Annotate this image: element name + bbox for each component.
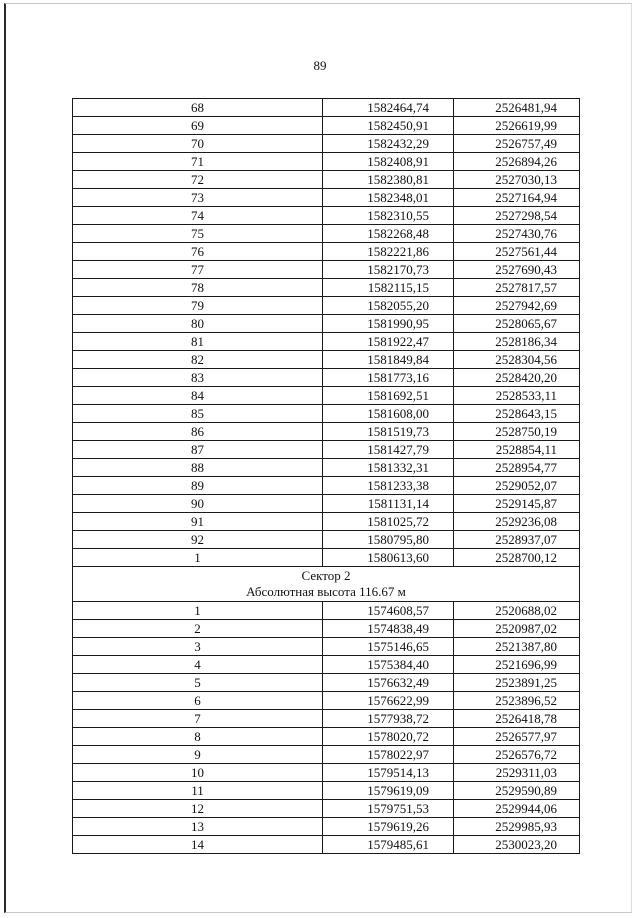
table-row	[73, 261, 580, 279]
x-coordinate-cell: 1581519,73	[323, 423, 454, 441]
point-number-cell: 87	[73, 441, 323, 459]
x-coordinate-cell: 1575146,65	[323, 638, 454, 656]
y-coordinate-cell: 2523891,25	[454, 674, 580, 692]
x-coordinate-cell: 1574838,49	[323, 620, 454, 638]
table-row	[73, 351, 580, 369]
x-coordinate-cell: 1578022,97	[323, 746, 454, 764]
x-coordinate-cell: 1582380,81	[323, 171, 454, 189]
point-number-cell: 76	[73, 243, 323, 261]
y-coordinate-cell: 2527298,54	[454, 207, 580, 225]
y-coordinate-cell: 2528954,77	[454, 459, 580, 477]
point-number-cell: 10	[73, 764, 323, 782]
y-coordinate-cell: 2527817,57	[454, 279, 580, 297]
y-coordinate-cell: 2520688,02	[454, 602, 580, 620]
y-coordinate-cell: 2528533,11	[454, 387, 580, 405]
table-row	[73, 782, 580, 800]
table-row	[73, 189, 580, 207]
x-coordinate-cell: 1579751,53	[323, 800, 454, 818]
table-row	[73, 387, 580, 405]
coordinates-table	[72, 98, 580, 854]
y-coordinate-cell: 2526757,49	[454, 135, 580, 153]
point-number-cell: 6	[73, 692, 323, 710]
table-row	[73, 117, 580, 135]
point-number-cell: 1	[73, 549, 323, 567]
x-coordinate-cell: 1581849,84	[323, 351, 454, 369]
y-coordinate-cell: 2527690,43	[454, 261, 580, 279]
point-number-cell: 9	[73, 746, 323, 764]
point-number-cell: 11	[73, 782, 323, 800]
table-row	[73, 333, 580, 351]
y-coordinate-cell: 2527030,13	[454, 171, 580, 189]
y-coordinate-cell: 2528700,12	[454, 549, 580, 567]
y-coordinate-cell: 2529985,93	[454, 818, 580, 836]
table-row	[73, 710, 580, 728]
table-row	[73, 405, 580, 423]
x-coordinate-cell: 1577938,72	[323, 710, 454, 728]
y-coordinate-cell: 2527164,94	[454, 189, 580, 207]
table-row	[73, 513, 580, 531]
table-row	[73, 99, 580, 117]
y-coordinate-cell: 2520987,02	[454, 620, 580, 638]
point-number-cell: 84	[73, 387, 323, 405]
y-coordinate-cell: 2526418,78	[454, 710, 580, 728]
point-number-cell: 89	[73, 477, 323, 495]
table-row	[73, 243, 580, 261]
x-coordinate-cell: 1579619,09	[323, 782, 454, 800]
x-coordinate-cell: 1579619,26	[323, 818, 454, 836]
y-coordinate-cell: 2529311,03	[454, 764, 580, 782]
point-number-cell: 92	[73, 531, 323, 549]
x-coordinate-cell: 1581427,79	[323, 441, 454, 459]
point-number-cell: 79	[73, 297, 323, 315]
table-row	[73, 477, 580, 495]
x-coordinate-cell: 1582055,20	[323, 297, 454, 315]
table-row	[73, 674, 580, 692]
x-coordinate-cell: 1582450,91	[323, 117, 454, 135]
section-header-cell	[73, 567, 580, 602]
y-coordinate-cell: 2526619,99	[454, 117, 580, 135]
table-row	[73, 602, 580, 620]
y-coordinate-cell: 2528186,34	[454, 333, 580, 351]
y-coordinate-cell: 2528937,07	[454, 531, 580, 549]
point-number-cell: 2	[73, 620, 323, 638]
x-coordinate-cell: 1576632,49	[323, 674, 454, 692]
y-coordinate-cell: 2528420,20	[454, 369, 580, 387]
table-row	[73, 638, 580, 656]
table-row	[73, 315, 580, 333]
y-coordinate-cell: 2528750,19	[454, 423, 580, 441]
point-number-cell: 83	[73, 369, 323, 387]
y-coordinate-cell: 2529145,87	[454, 495, 580, 513]
x-coordinate-cell: 1582432,29	[323, 135, 454, 153]
x-coordinate-cell: 1581025,72	[323, 513, 454, 531]
x-coordinate-cell: 1581332,31	[323, 459, 454, 477]
point-number-cell: 80	[73, 315, 323, 333]
point-number-cell: 3	[73, 638, 323, 656]
point-number-cell: 77	[73, 261, 323, 279]
table-row	[73, 207, 580, 225]
y-coordinate-cell: 2526577,97	[454, 728, 580, 746]
table-row	[73, 495, 580, 513]
x-coordinate-cell: 1579514,13	[323, 764, 454, 782]
table-row	[73, 620, 580, 638]
x-coordinate-cell: 1582268,48	[323, 225, 454, 243]
table-row	[73, 153, 580, 171]
x-coordinate-cell: 1582170,73	[323, 261, 454, 279]
x-coordinate-cell: 1582115,15	[323, 279, 454, 297]
table-row	[73, 800, 580, 818]
y-coordinate-cell: 2528643,15	[454, 405, 580, 423]
sector-altitude: Абсолютная высота 116.67 м	[246, 584, 406, 599]
x-coordinate-cell: 1582310,55	[323, 207, 454, 225]
point-number-cell: 70	[73, 135, 323, 153]
point-number-cell: 72	[73, 171, 323, 189]
y-coordinate-cell: 2528304,56	[454, 351, 580, 369]
y-coordinate-cell: 2530023,20	[454, 836, 580, 854]
point-number-cell: 85	[73, 405, 323, 423]
point-number-cell: 13	[73, 818, 323, 836]
point-number-cell: 86	[73, 423, 323, 441]
x-coordinate-cell: 1582464,74	[323, 99, 454, 117]
table-row	[73, 441, 580, 459]
y-coordinate-cell: 2526481,94	[454, 99, 580, 117]
sector-2-rows	[73, 602, 580, 854]
point-number-cell: 81	[73, 333, 323, 351]
sector-title: Сектор 2	[301, 568, 351, 583]
y-coordinate-cell: 2526576,72	[454, 746, 580, 764]
point-number-cell: 75	[73, 225, 323, 243]
table-row	[73, 746, 580, 764]
x-coordinate-cell: 1578020,72	[323, 728, 454, 746]
point-number-cell: 78	[73, 279, 323, 297]
table-row	[73, 297, 580, 315]
x-coordinate-cell: 1582408,91	[323, 153, 454, 171]
table-row	[73, 459, 580, 477]
x-coordinate-cell: 1576622,99	[323, 692, 454, 710]
table-row	[73, 423, 580, 441]
point-number-cell: 14	[73, 836, 323, 854]
x-coordinate-cell: 1581773,16	[323, 369, 454, 387]
table-row	[73, 692, 580, 710]
point-number-cell: 1	[73, 602, 323, 620]
point-number-cell: 73	[73, 189, 323, 207]
x-coordinate-cell: 1582348,01	[323, 189, 454, 207]
sector-2-header	[73, 567, 580, 602]
table-row	[73, 135, 580, 153]
y-coordinate-cell: 2529944,06	[454, 800, 580, 818]
y-coordinate-cell: 2529236,08	[454, 513, 580, 531]
point-number-cell: 4	[73, 656, 323, 674]
y-coordinate-cell: 2521387,80	[454, 638, 580, 656]
table-row	[73, 279, 580, 297]
y-coordinate-cell: 2527942,69	[454, 297, 580, 315]
point-number-cell: 7	[73, 710, 323, 728]
point-number-cell: 12	[73, 800, 323, 818]
y-coordinate-cell: 2529052,07	[454, 477, 580, 495]
table-row	[73, 531, 580, 549]
x-coordinate-cell: 1581608,00	[323, 405, 454, 423]
point-number-cell: 5	[73, 674, 323, 692]
point-number-cell: 88	[73, 459, 323, 477]
point-number-cell: 69	[73, 117, 323, 135]
point-number-cell: 82	[73, 351, 323, 369]
x-coordinate-cell: 1579485,61	[323, 836, 454, 854]
table-row	[73, 764, 580, 782]
table-row	[73, 656, 580, 674]
y-coordinate-cell: 2528065,67	[454, 315, 580, 333]
x-coordinate-cell: 1581922,47	[323, 333, 454, 351]
point-number-cell: 90	[73, 495, 323, 513]
y-coordinate-cell: 2527430,76	[454, 225, 580, 243]
x-coordinate-cell: 1581990,95	[323, 315, 454, 333]
point-number-cell: 91	[73, 513, 323, 531]
y-coordinate-cell: 2523896,52	[454, 692, 580, 710]
x-coordinate-cell: 1580613,60	[323, 549, 454, 567]
y-coordinate-cell: 2526894,26	[454, 153, 580, 171]
point-number-cell: 71	[73, 153, 323, 171]
sector-1-rows	[73, 99, 580, 567]
y-coordinate-cell: 2527561,44	[454, 243, 580, 261]
x-coordinate-cell: 1574608,57	[323, 602, 454, 620]
y-coordinate-cell: 2521696,99	[454, 656, 580, 674]
table-row	[73, 728, 580, 746]
table-row	[73, 171, 580, 189]
x-coordinate-cell: 1580795,80	[323, 531, 454, 549]
table-row	[73, 369, 580, 387]
point-number-cell: 68	[73, 99, 323, 117]
point-number-cell: 8	[73, 728, 323, 746]
table-row	[73, 818, 580, 836]
x-coordinate-cell: 1575384,40	[323, 656, 454, 674]
page-number: 89	[313, 58, 327, 73]
point-number-cell: 74	[73, 207, 323, 225]
section-header-row	[73, 567, 580, 602]
table-row	[73, 549, 580, 567]
y-coordinate-cell: 2529590,89	[454, 782, 580, 800]
x-coordinate-cell: 1581131,14	[323, 495, 454, 513]
x-coordinate-cell: 1581692,51	[323, 387, 454, 405]
y-coordinate-cell: 2528854,11	[454, 441, 580, 459]
x-coordinate-cell: 1581233,38	[323, 477, 454, 495]
x-coordinate-cell: 1582221,86	[323, 243, 454, 261]
table-row	[73, 836, 580, 854]
table-row	[73, 225, 580, 243]
